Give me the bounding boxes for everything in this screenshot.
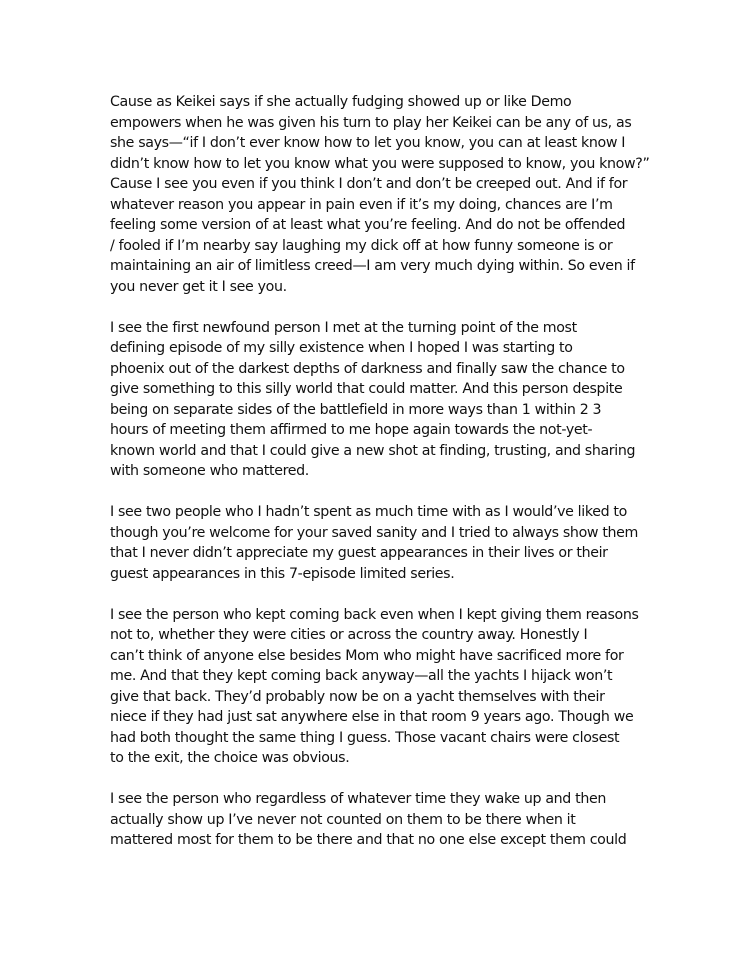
text-line: feeling some version of at least what you’re feeling. And do not be offended <box>110 217 626 233</box>
text-line: hours of meeting them affirmed to me hope again towards the not-yet- <box>110 422 593 438</box>
paragraph-first-newfound-person <box>110 318 650 482</box>
text-line: me. And that they kept coming back anyway—all the yachts I hijack won’t <box>110 668 613 684</box>
text-line: mattered most for them to be there and that no one else except them could <box>110 832 627 848</box>
text-line: Cause I see you even if you think I don’t and don’t be creeped out. And if for <box>110 176 628 192</box>
text-line: known world and that I could give a new shot at finding, trusting, and sharing <box>110 442 636 459</box>
text-line: whatever reason you appear in pain even if it’s my doing, chances are I’m <box>110 196 613 213</box>
text-line: defining episode of my silly existence when I hoped I was starting to <box>110 340 573 356</box>
text-line: Cause as Keikei says if she actually fudging showed up or like Demo <box>110 94 572 110</box>
text-line: had both thought the same thing I guess. Those vacant chairs were closest <box>110 729 620 746</box>
text-line: though you’re welcome for your saved sanity and I tried to always show them <box>110 524 639 541</box>
text-line: didn’t know how to let you know what you were supposed to know, you know?” <box>110 155 650 172</box>
text-line: I see the person who regardless of whatever time they wake up and then <box>110 791 606 807</box>
text-line: she says—“if I don’t ever know how to let you know, you can at least know I <box>110 135 626 151</box>
paragraph-kept-coming-back <box>110 605 650 769</box>
text-line: with someone who mattered. <box>110 463 309 479</box>
text-line: give something to this silly world that could matter. And this person despite <box>110 381 623 397</box>
text-line: I see two people who I hadn’t spent as much time with as I would’ve liked to <box>110 504 627 520</box>
text-line: can’t think of anyone else besides Mom who might have sacrificed more for <box>110 647 624 664</box>
text-line: I see the person who kept coming back even when I kept giving them reasons <box>110 606 639 623</box>
text-line: being on separate sides of the battlefield in more ways than 1 within 2 3 <box>110 401 602 418</box>
text-line: that I never didn’t appreciate my guest appearances in their lives or their <box>110 545 608 561</box>
paragraph-keikei <box>110 92 650 297</box>
text-line: actually show up I’ve never not counted on them to be there when it <box>110 811 576 828</box>
text-line: you never get it I see you. <box>110 278 287 295</box>
text-line: guest appearances in this 7-episode limited series. <box>110 565 455 582</box>
text-line: empowers when he was given his turn to play her Keikei can be any of us, as <box>110 114 632 131</box>
paragraph-two-people <box>110 502 650 584</box>
text-line: I see the first newfound person I met at the turning point of the most <box>110 319 577 336</box>
text-line: niece if they had just sat anywhere else in that room 9 years ago. Though we <box>110 709 634 725</box>
text-line: phoenix out of the darkest depths of darkness and finally saw the chance to <box>110 360 625 377</box>
text-line: to the exit, the choice was obvious. <box>110 750 350 766</box>
paragraph-regardless-of-time <box>110 789 650 851</box>
document-body <box>110 92 650 871</box>
text-line: not to, whether they were cities or across the country away. Honestly I <box>110 627 588 643</box>
text-line: / fooled if I’m nearby say laughing my dick off at how funny someone is or <box>110 237 613 254</box>
text-line: maintaining an air of limitless creed—I am very much dying within. So even if <box>110 258 635 274</box>
text-line: give that back. They’d probably now be on a yacht themselves with their <box>110 688 605 705</box>
